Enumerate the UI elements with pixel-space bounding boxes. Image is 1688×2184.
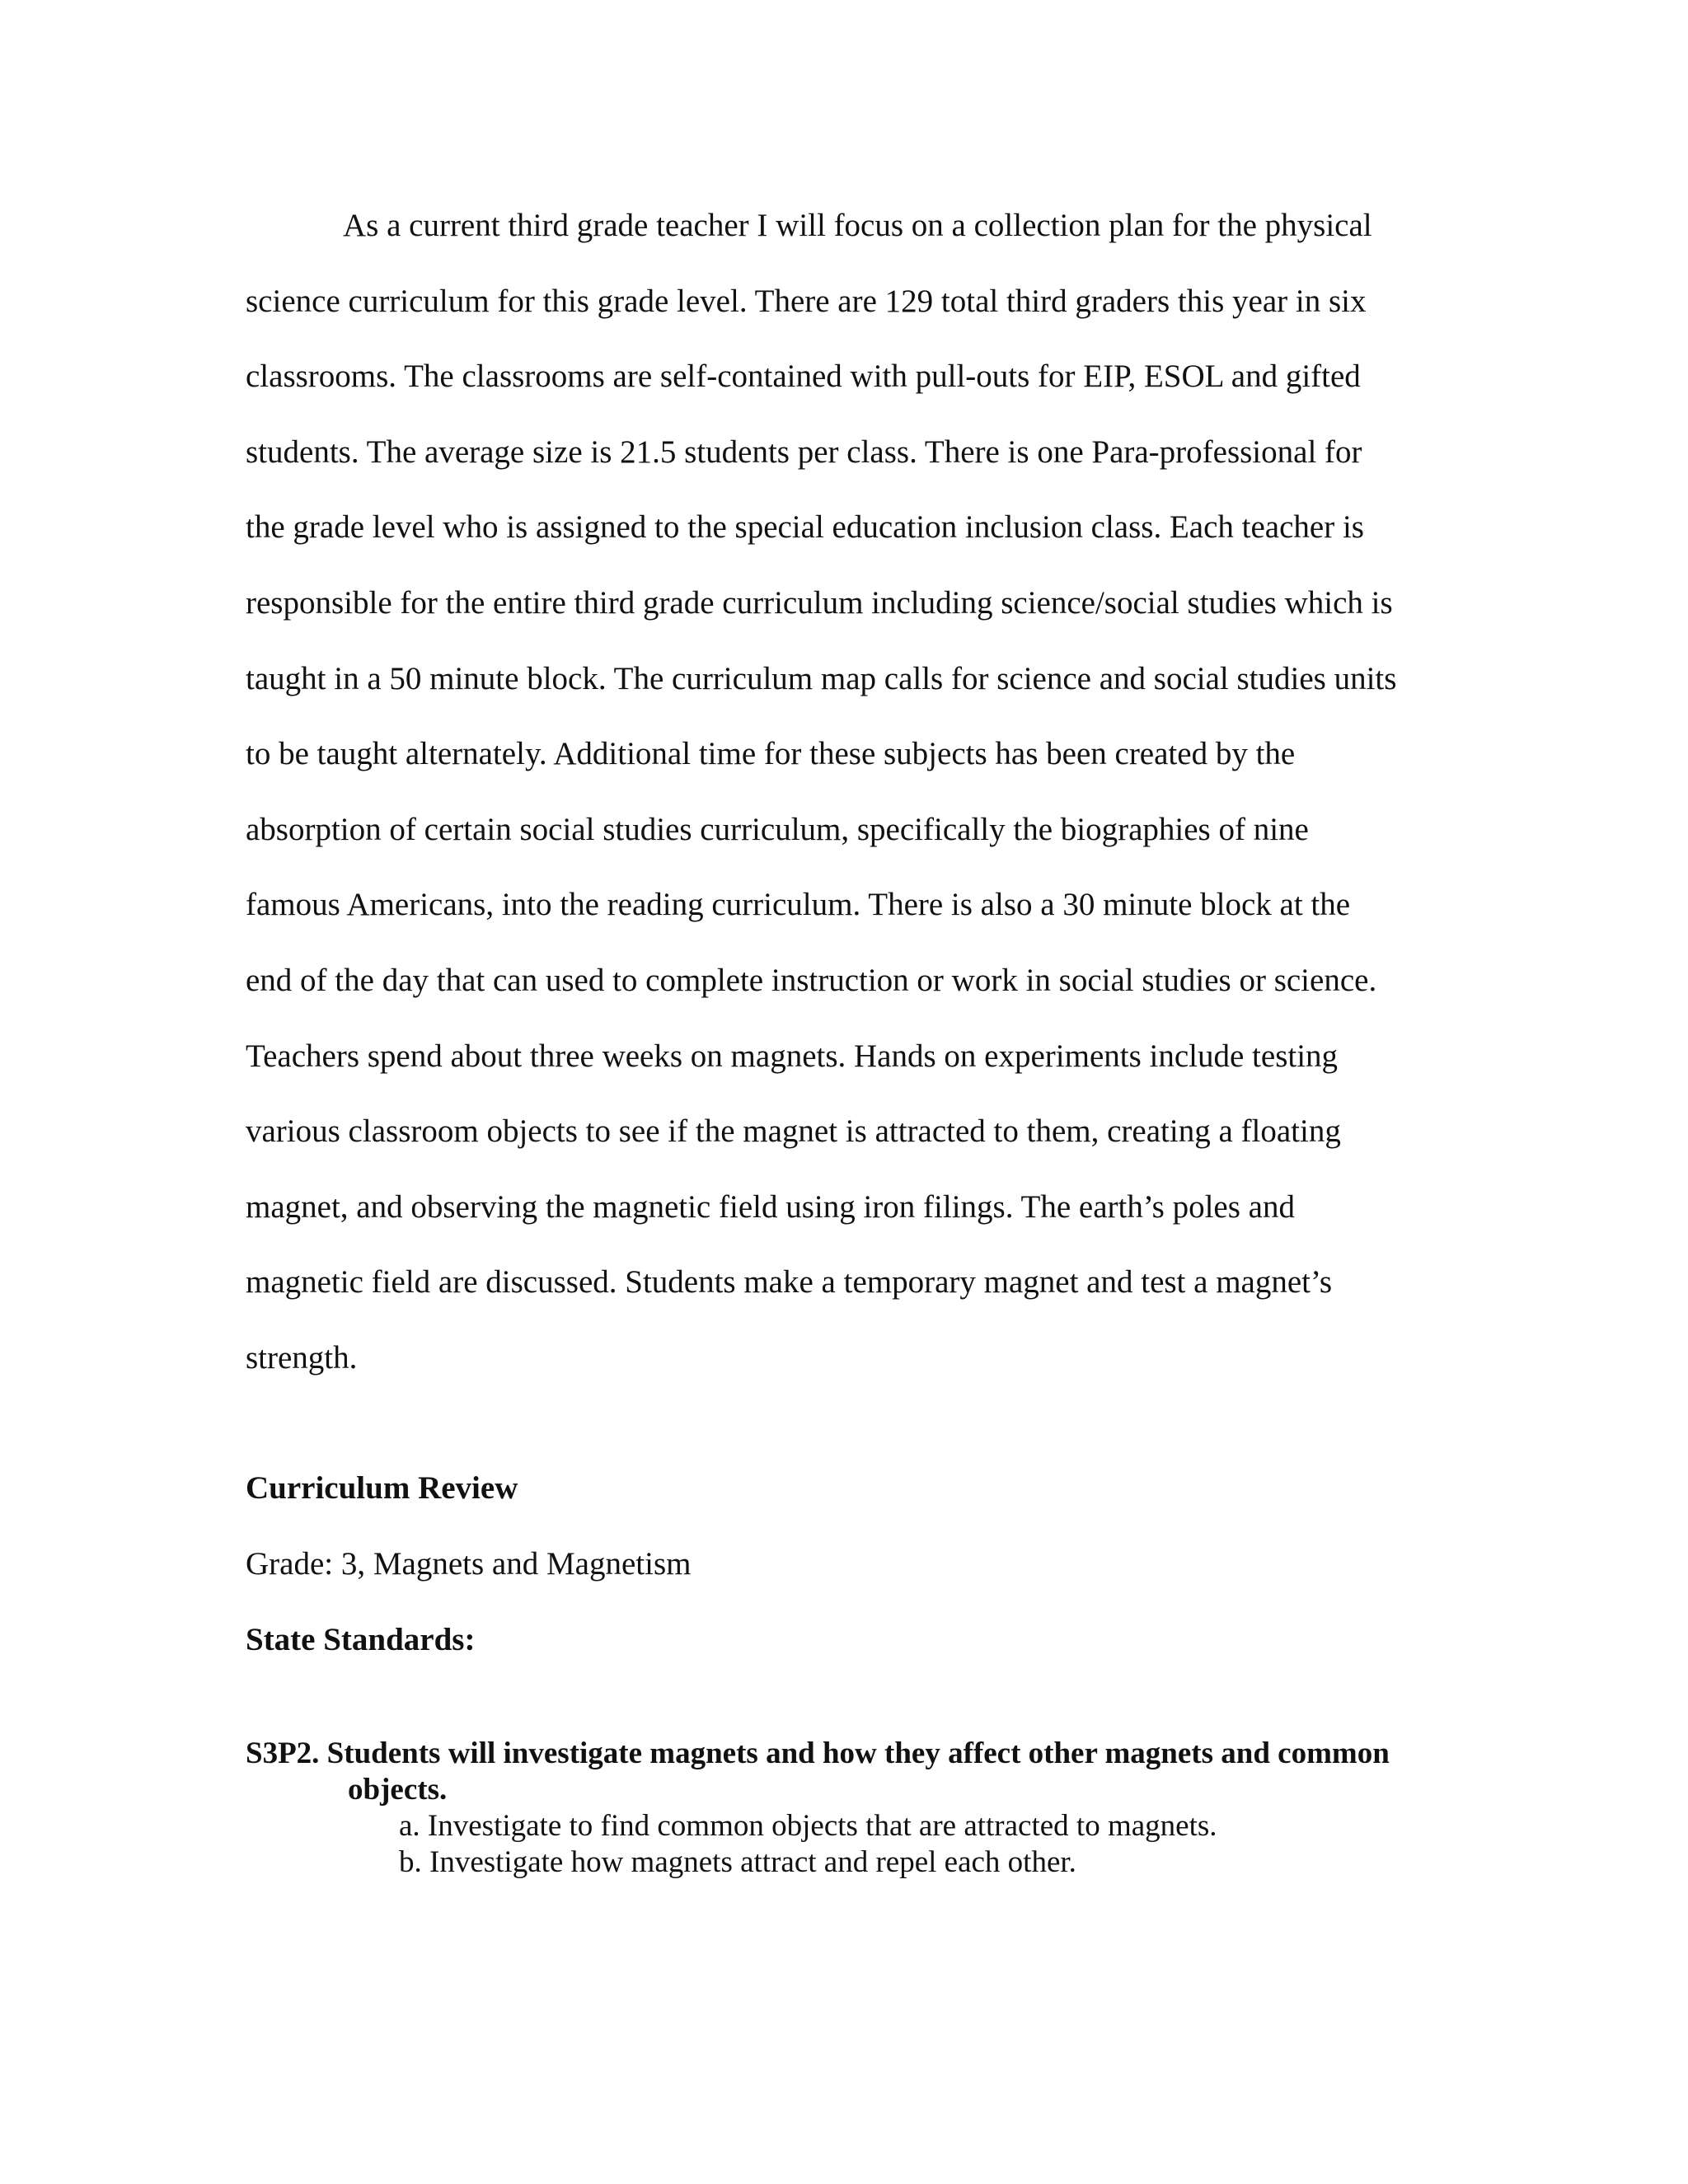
paragraph-line: science curriculum for this grade level. There are 129 total third graders this year in six bbox=[246, 283, 1367, 319]
paragraph-line: As a current third grade teacher I will focus on a collection plan for the physical bbox=[343, 208, 1372, 243]
paragraph-line: end of the day that can used to complete instruction or work in social studies or science. bbox=[246, 962, 1377, 998]
paragraph-line: students. The average size is 21.5 students per class. There is one Para-professional for bbox=[246, 434, 1362, 470]
standard-item: a. Investigate to find common objects that are attracted to magnets. bbox=[399, 1809, 1217, 1843]
paragraph-line: famous Americans, into the reading curriculum. There is also a 30 minute block at the bbox=[246, 887, 1351, 923]
grade-line: Grade: 3, Magnets and Magnetism bbox=[246, 1546, 692, 1582]
curriculum-review-heading: Curriculum Review bbox=[246, 1470, 518, 1506]
paragraph-line: absorption of certain social studies curriculum, specifically the biographies of nine bbox=[246, 811, 1309, 847]
paragraph-line: classrooms. The classrooms are self-contained with pull-outs for EIP, ESOL and gifted bbox=[246, 359, 1361, 395]
paragraph-line: magnetic field are discussed. Students make a temporary magnet and test a magnet’s bbox=[246, 1264, 1333, 1301]
paragraph-line: responsible for the entire third grade curriculum including science/social studies which is bbox=[246, 584, 1393, 621]
standard-title: S3P2. Students will investigate magnets and how they affect other magnets and common bbox=[246, 1736, 1390, 1770]
intro-paragraph bbox=[246, 188, 1449, 1396]
state-standards-heading: State Standards: bbox=[246, 1622, 476, 1657]
paragraph-line: strength. bbox=[246, 1339, 358, 1376]
standard-title-continuation: objects. bbox=[348, 1773, 448, 1807]
paragraph-line: the grade level who is assigned to the special education inclusion class. Each teacher is bbox=[246, 509, 1364, 546]
paragraph-line: various classroom objects to see if the magnet is attracted to them, creating a floating bbox=[246, 1113, 1341, 1150]
standard-block bbox=[246, 1736, 1449, 1881]
paragraph-line: to be taught alternately. Additional time for these subjects has been created by the bbox=[246, 736, 1296, 772]
paragraph-line: taught in a 50 minute block. The curriculum map calls for science and social studies units bbox=[246, 660, 1397, 696]
paragraph-line: magnet, and observing the magnetic field using iron filings. The earth’s poles and bbox=[246, 1188, 1295, 1225]
paragraph-line: Teachers spend about three weeks on magnets. Hands on experiments include testing bbox=[246, 1038, 1339, 1074]
standard-item: b. Investigate how magnets attract and repel each other. bbox=[399, 1845, 1076, 1879]
